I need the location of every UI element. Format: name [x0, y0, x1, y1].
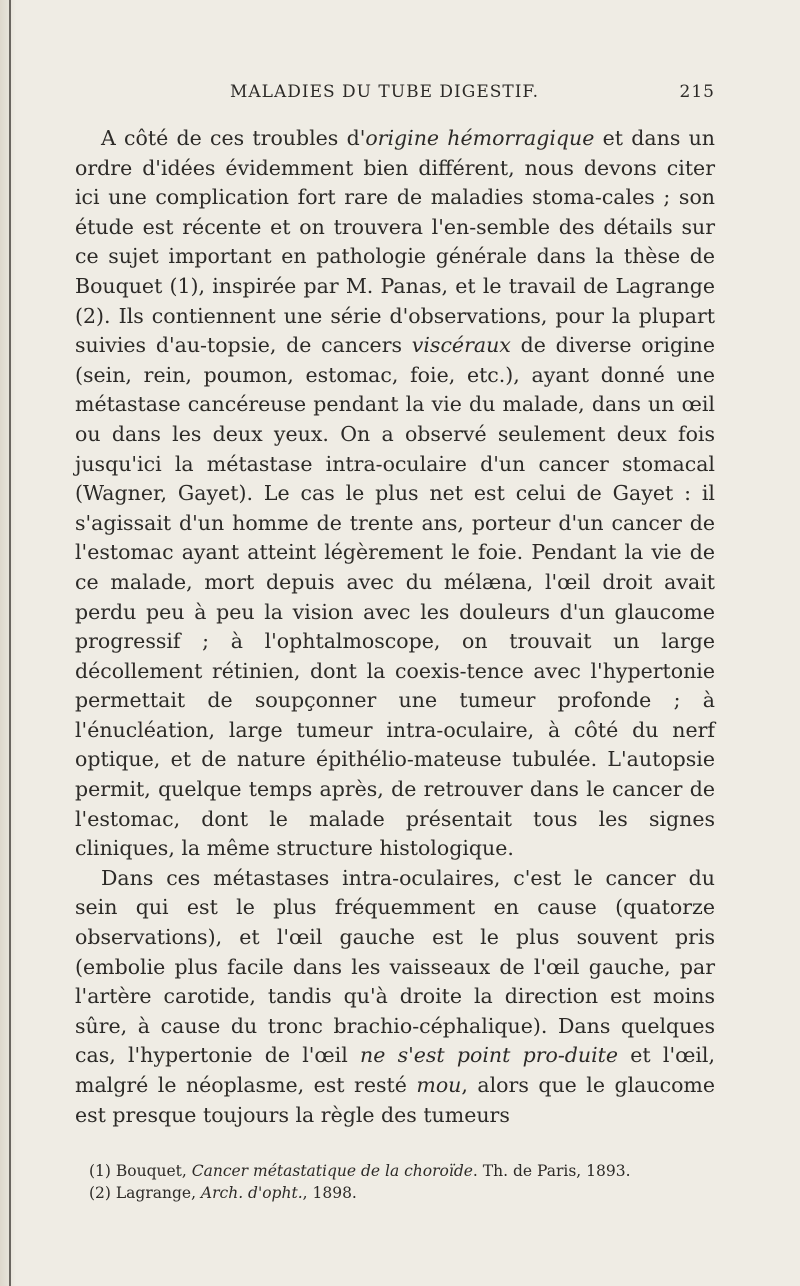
fn2-title: Arch. d'opht. — [200, 1184, 303, 1202]
paragraph-2 — [75, 864, 715, 1130]
p2-text-c: , alors que le glaucome est presque toujours la règle des tumeurs — [75, 1073, 715, 1127]
p1-italic-origine: origine hémorragique — [365, 126, 595, 150]
fn1-source: . Th. de Paris, 1893. — [472, 1162, 631, 1180]
footnotes — [75, 1160, 715, 1204]
running-title: MALADIES DU TUBE DIGESTIF. — [230, 82, 539, 102]
footnote-1 — [75, 1160, 715, 1182]
paragraph-1 — [75, 124, 715, 864]
footnote-2 — [75, 1182, 715, 1204]
page-edge — [0, 0, 16, 1286]
p2-text-b: et l'œil, malgré le néoplasme, est resté — [75, 1043, 716, 1097]
running-head — [75, 82, 715, 102]
page-number: 215 — [679, 82, 715, 102]
p2-italic-point-produite: ne s'est point pro-duite — [360, 1043, 619, 1068]
binding-edge-line — [9, 0, 11, 1286]
p2-text-a: Dans ces métastases intra-oculaires, c'est le cancer du sein qui est le plus fréquemment en cause (quatorze observations), et l'œil gauche est le plus souvent pris (embolie plus facile dans les vaisseaux de l'œil gauche, par l'artère carotide, tandis qu'à droite la direction est moins sûre, à cause du tronc brachio-céphalique). Dans quelques cas, l'hypertonie de l'œil — [75, 865, 715, 1068]
p1-text-c: de diverse origine (sein, rein, poumon, estomac, foie, etc.), ayant donné une métastase cancéreuse pendant la vie du malade, dans un œil ou dans les deux yeux. On a observé seulement deux fois jusqu'ici la métastase intra-oculaire d'un cancer stomacal (Wagner, Gayet). Le cas le plus net est celui de Gayet : il s'agissait d'un homme de trente ans, porteur d'un cancer de l'estomac ayant atteint légèrement le foie. Pendant la vie de ce malade, mort depuis avec du mélæna, l'œil droit avait perdu peu à peu la vision avec les douleurs d'un glaucome progressif ; à l'ophtalmoscope, on trouvait un large décollement rétinien, dont la coexis-tence avec l'hypertonie permettait de soupçonner une tumeur profonde ; à l'énucléation, large tumeur intra-oculaire, à côté du nerf optique, et de nature épithélio-mateuse tubulée. L'autopsie permit, quelque temps après, de retrouver dans le cancer de l'estomac, dont le malade présentait tous les signes cliniques, la même structure histologique. — [75, 333, 715, 861]
p1-text-b: et dans un ordre d'idées évidemment bien différent, nous devons citer ici une complication fort rare de maladies stoma-cales ; son étude est récente et on trouvera l'en-semble des détails sur ce sujet important en pathologie générale dans la thèse de Bouquet (1), inspirée par M. Panas, et le travail de Lagrange (2). Ils contiennent une série d'observations, pour la plupart suivies d'au-topsie, de cancers — [75, 126, 715, 358]
fn2-source: , 1898. — [302, 1184, 357, 1202]
p1-italic-visceraux: viscéraux — [411, 333, 511, 358]
fn2-author: (2) Lagrange, — [89, 1184, 201, 1202]
body-text — [75, 124, 715, 1130]
p1-text-a: A côté de ces troubles d' — [101, 126, 366, 150]
fn1-author: (1) Bouquet, — [89, 1162, 192, 1180]
p2-italic-mou: mou — [416, 1073, 462, 1097]
fn1-title: Cancer métastatique de la choroïde — [191, 1162, 473, 1180]
